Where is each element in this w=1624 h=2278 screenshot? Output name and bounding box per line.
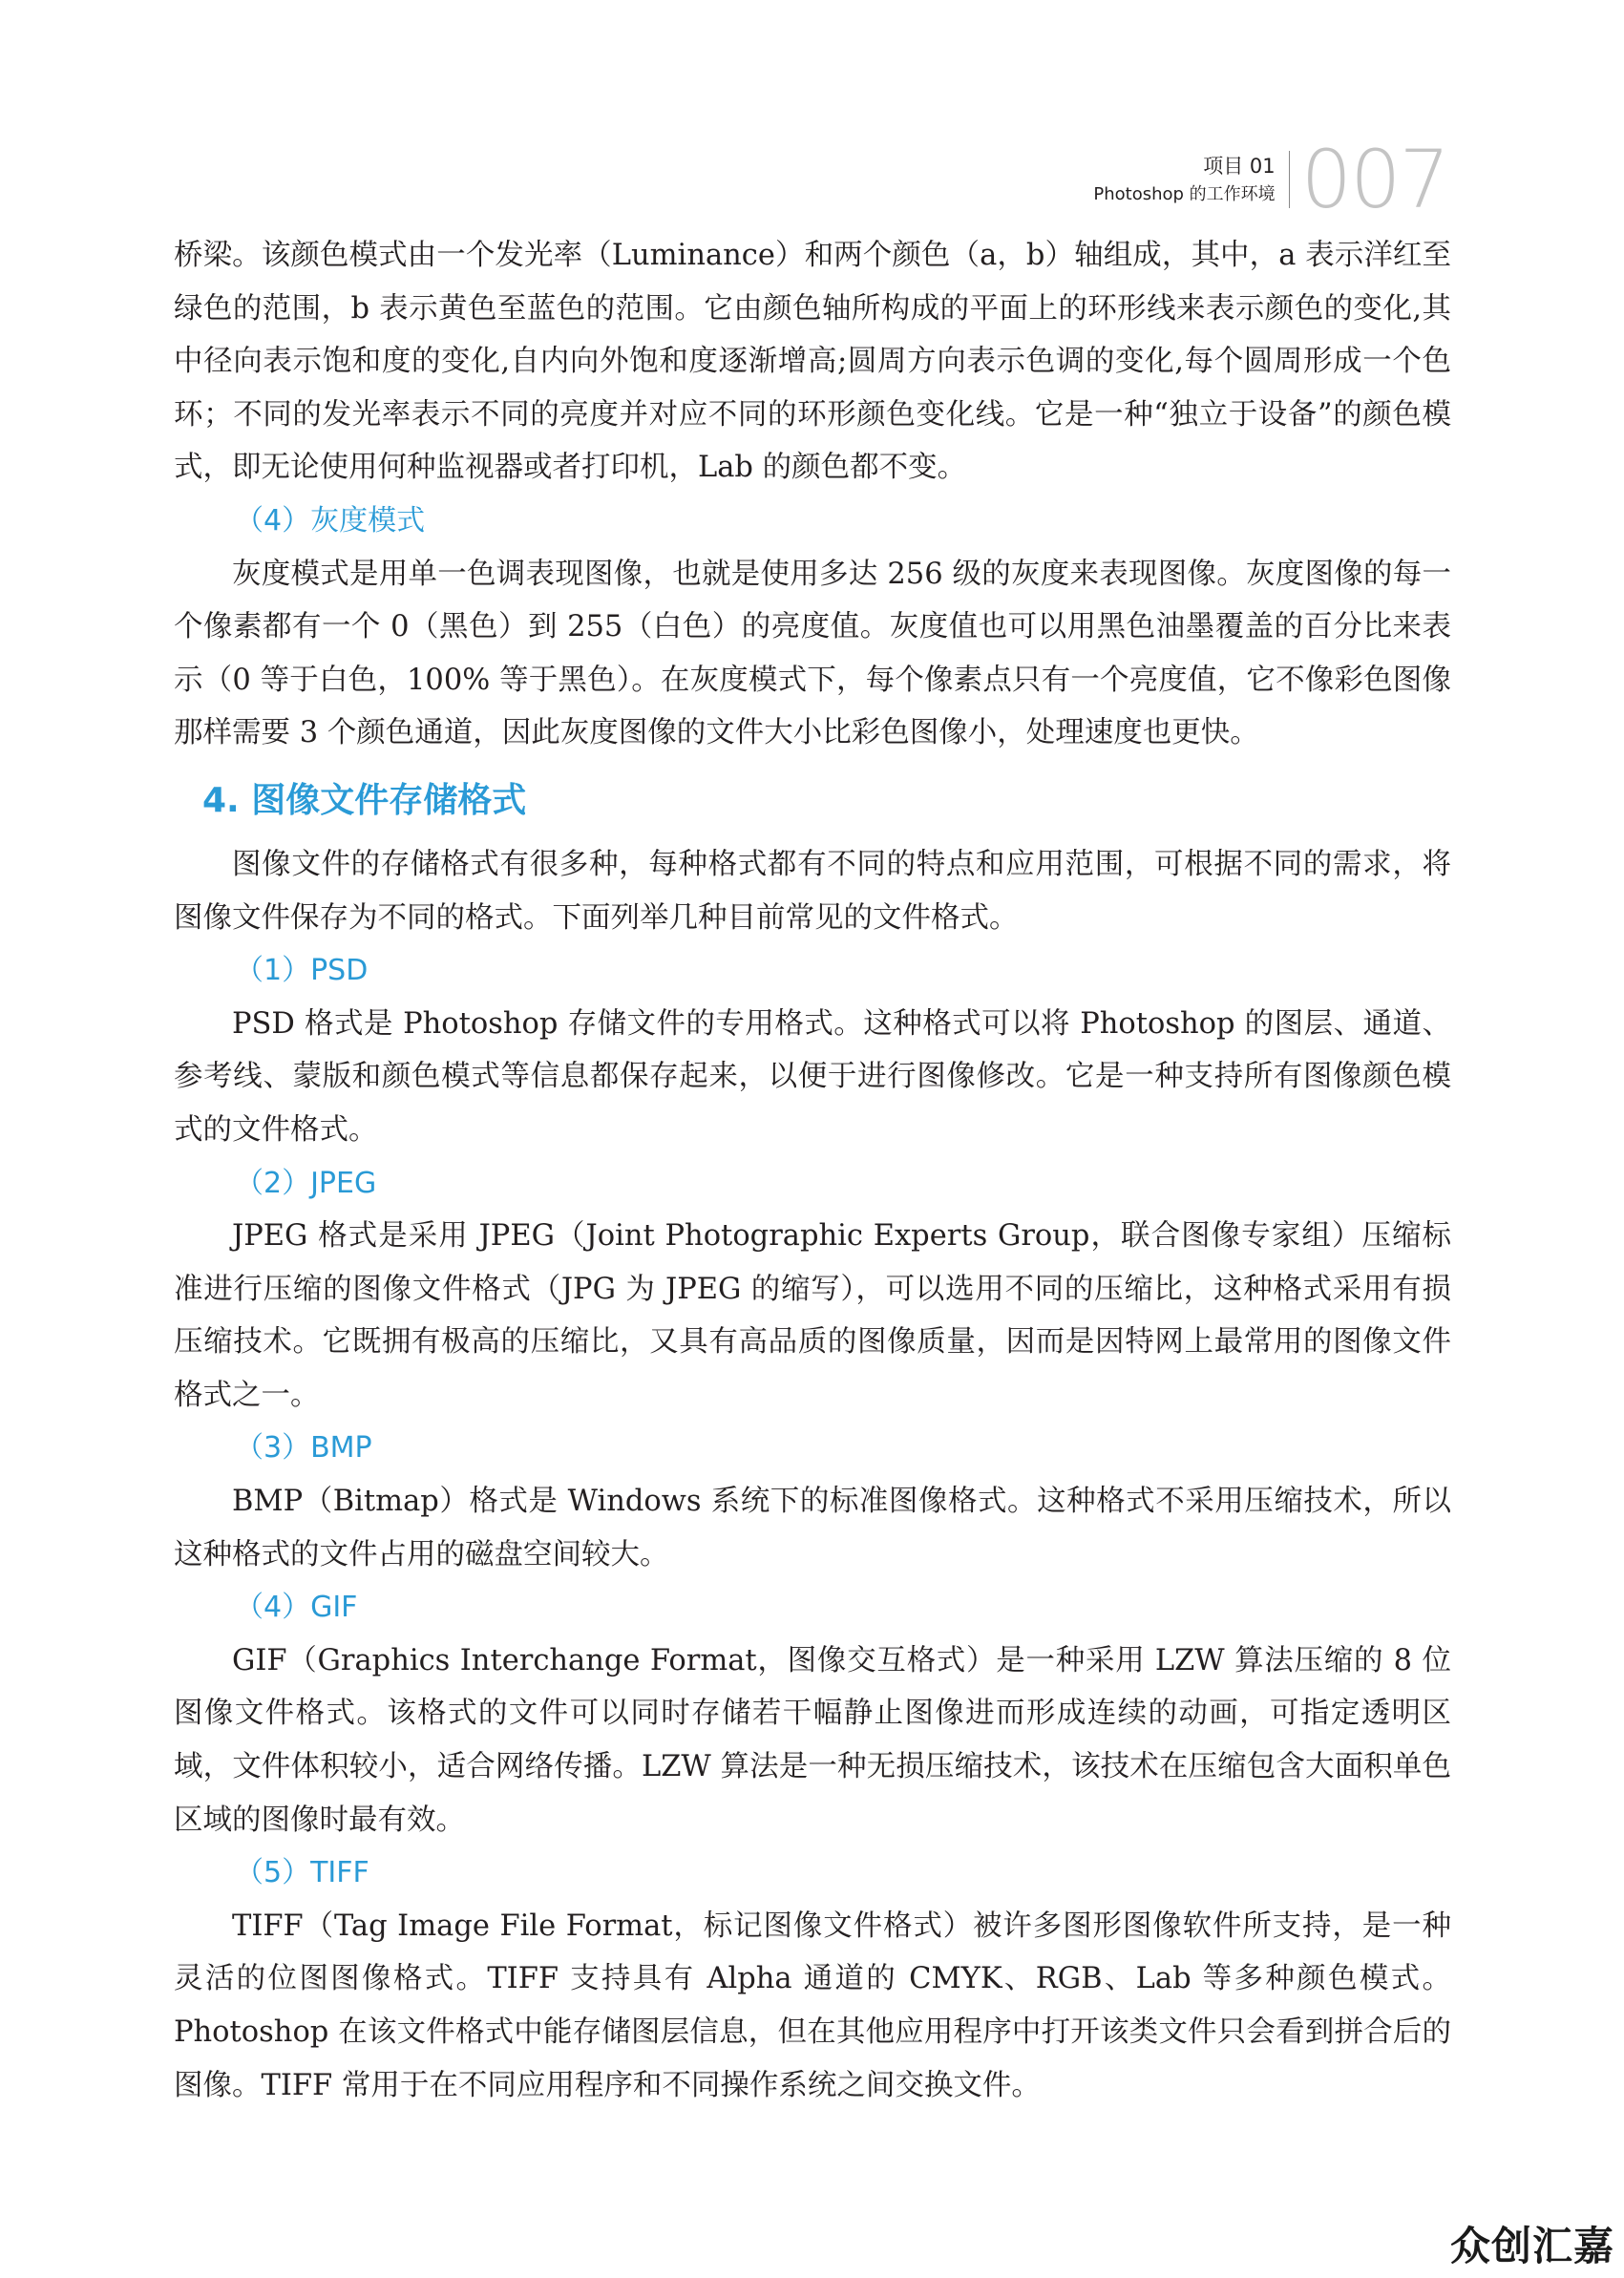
page-body — [174, 229, 1451, 2112]
header-chapter: Photoshop 的工作环境 — [1093, 184, 1276, 205]
psd-paragraph: PSD 格式是 Photoshop 存储文件的专用格式。这种格式可以将 Photoshop 的图层、通道、参考线、蒙版和颜色模式等信息都保存起来，以便于进行图像修改。它是一种支持所有图像颜色模式的文件格式。 — [174, 1006, 1451, 1147]
jpeg-subheading: （2）JPEG — [235, 1166, 377, 1200]
page-number: 007 — [1300, 133, 1448, 226]
tiff-paragraph: TIFF（Tag Image File Format，标记图像文件格式）被许多图形图像软件所支持，是一种灵活的位图图像格式。TIFF 支持具有 Alpha 通道的 CMYK、RGB、Lab 等多种颜色模式。Photoshop 在该文件格式中能存储图层信息，但在其他应用程序中打开该类文件只会看到拼合后的图像。TIFF 常用于在不同应用程序和不同操作系统之间交换文件。 — [174, 1909, 1451, 2102]
bmp-subheading: （3）BMP — [235, 1431, 372, 1466]
psd-subheading: （1）PSD — [235, 954, 369, 988]
section-heading-file-formats: 4. 图像文件存储格式 — [202, 780, 527, 820]
jpeg-paragraph: JPEG 格式是采用 JPEG（Joint Photographic Experts Group，联合图像专家组）压缩标准进行压缩的图像文件格式（JPG 为 JPEG 的缩写），可以选用不同的压缩比，这种格式采用有损压缩技术。它既拥有极高的压缩比，又具有高品质的图像质量，因而是因特网上最常用的图像文件格式之一。 — [174, 1219, 1451, 1412]
grayscale-paragraph: 灰度模式是用单一色调表现图像，也就是使用多达 256 级的灰度来表现图像。灰度图像的每一个像素都有一个 0（黑色）到 255（白色）的亮度值。灰度值也可以用黑色油墨覆盖的百分比来表示（0 等于白色，100% 等于黑色）。在灰度模式下，每个像素点只有一个亮度值，它不像彩色图像那样需要 3 个颜色通道，因此灰度图像的文件大小比彩色图像小，处理速度也更快。 — [174, 557, 1451, 750]
bmp-paragraph: BMP（Bitmap）格式是 Windows 系统下的标准图像格式。这种格式不采用压缩技术，所以这种格式的文件占用的磁盘空间较大。 — [174, 1485, 1451, 1571]
tiff-subheading: （5）TIFF — [235, 1856, 369, 1890]
lab-continuation-paragraph: 桥梁。该颜色模式由一个发光率（Luminance）和两个颜色（a，b）轴组成，其中，a 表示洋红至绿色的范围，b 表示黄色至蓝色的范围。它由颜色轴所构成的平面上的环形线来表示颜色的变化,其中径向表示饱和度的变化,自内向外饱和度逐渐增高;圆周方向表示色调的变化,每个圆周形成一个色环；不同的发光率表示不同的亮度并对应不同的环形颜色变化线。它是一种“独立于设备”的颜色模式，即无论使用何种监视器或者打印机，Lab 的颜色都不变。 — [174, 239, 1451, 485]
page-header — [1093, 133, 1448, 226]
gif-subheading: （4）GIF — [235, 1591, 358, 1625]
gif-paragraph: GIF（Graphics Interchange Format，图像交互格式）是一种采用 LZW 算法压缩的 8 位图像文件格式。该格式的文件可以同时存储若干幅静止图像进而形成连续的动画，可指定透明区域，文件体积较小，适合网络传播。LZW 算法是一种无损压缩技术，该技术在压缩包含大面积单色区域的图像时最有效。 — [174, 1643, 1451, 1837]
watermark-logo: 众创汇嘉 — [1449, 2223, 1614, 2269]
running-header — [1093, 151, 1289, 208]
grayscale-subheading: （4）灰度模式 — [235, 503, 426, 538]
header-project: 项目 01 — [1203, 154, 1276, 178]
file-formats-intro-paragraph: 图像文件的存储格式有很多种，每种格式都有不同的特点和应用范围，可根据不同的需求，将图像文件保存为不同的格式。下面列举几种目前常见的文件格式。 — [174, 847, 1451, 935]
